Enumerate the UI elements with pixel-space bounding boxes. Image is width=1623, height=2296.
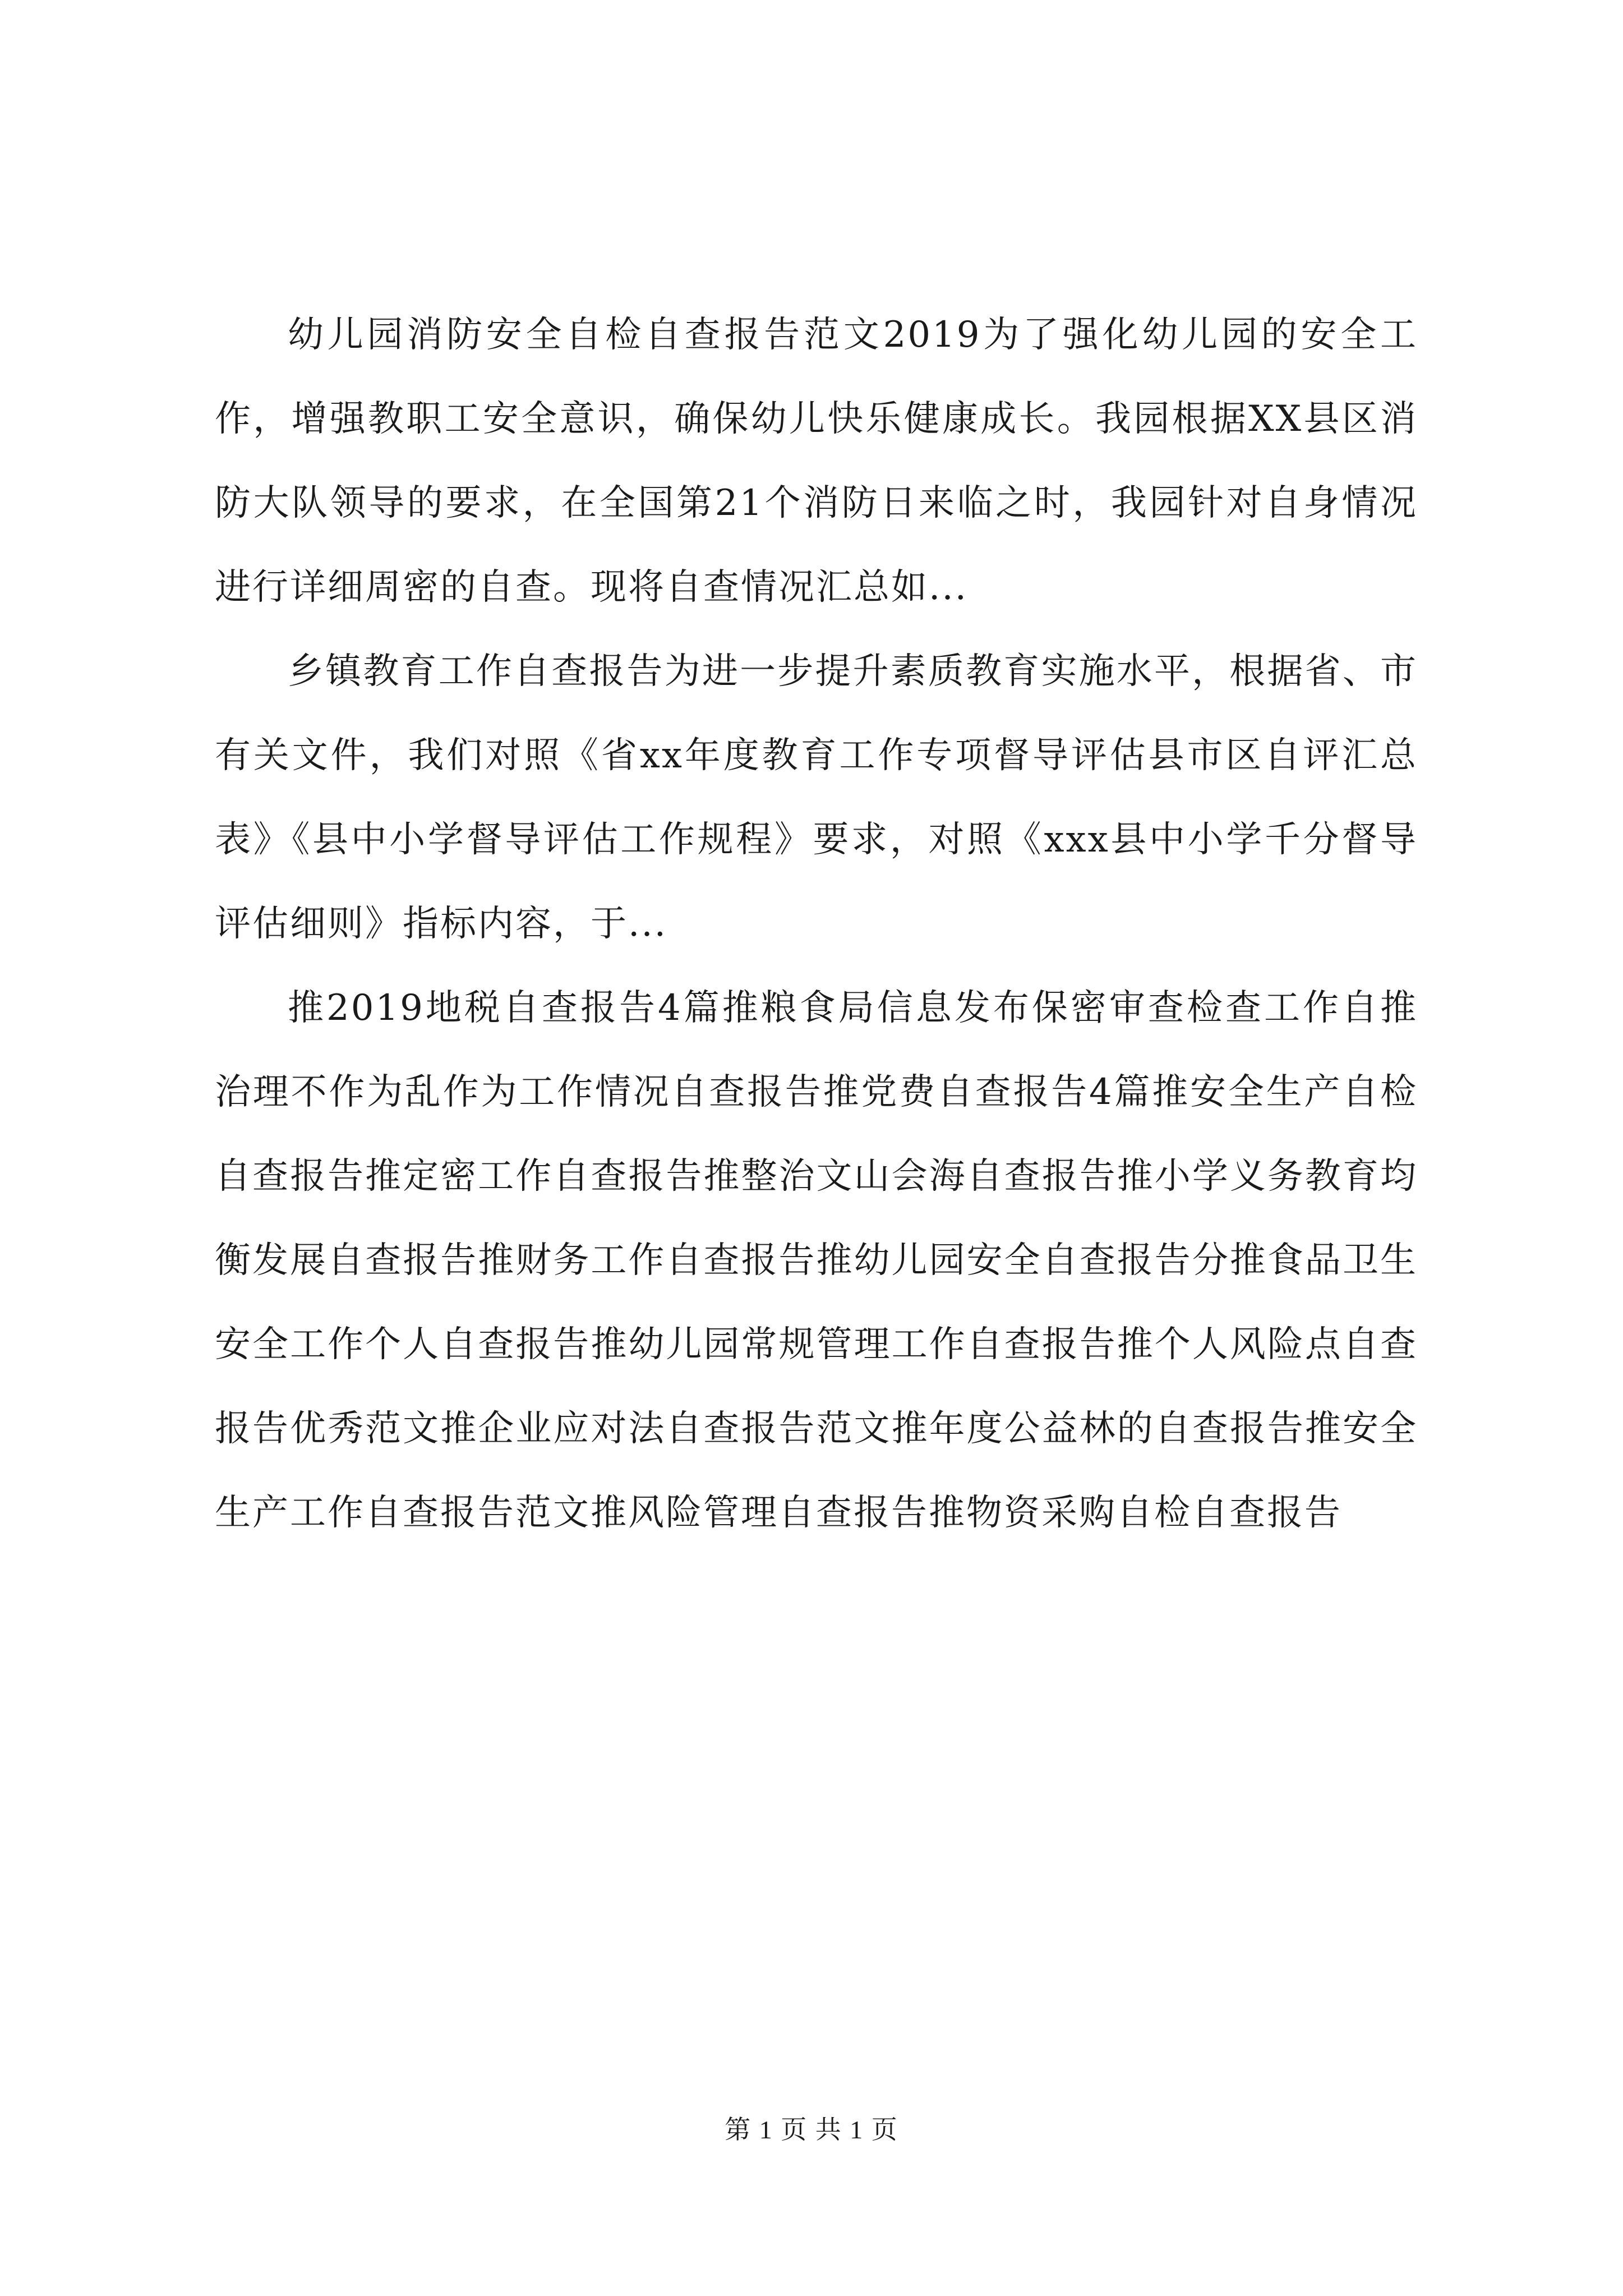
paragraph-kindergarten-fire-safety: 幼儿园消防安全自检自查报告范文2019为了强化幼儿园的安全工作，增强教职工安全意识，确保幼儿快乐健康成长。我园根据XX县区消防大队领导的要求，在全国第21个消防日来临之时，我园针对自身情况进行详细周密的自查。现将自查情况汇总如... (215, 314, 1418, 608)
document-body (215, 293, 1418, 1555)
paragraph-recommended-links: 推2019地税自查报告4篇推粮食局信息发布保密审查检查工作自推治理不作为乱作为工作情况自查报告推党费自查报告4篇推安全生产自检自查报告推定密工作自查报告推整治文山会海自查报告推小学义务教育均衡发展自查报告推财务工作自查报告推幼儿园安全自查报告分推食品卫生安全工作个人自查报告推幼儿园常规管理工作自查报告推个人风险点自查报告优秀范文推企业应对法自查报告范文推年度公益林的自查报告推安全生产工作自查报告范文推风险管理自查报告推物资采购自检自查报告 (215, 987, 1418, 1534)
paragraph-township-education: 乡镇教育工作自查报告为进一步提升素质教育实施水平，根据省、市有关文件，我们对照《省xx年度教育工作专项督导评估县市区自评汇总表》《县中小学督导评估工作规程》要求，对照《xxx县中小学千分督导评估细则》指标内容，于... (215, 651, 1418, 945)
page-number-footer: 第 1 页 共 1 页 (725, 2115, 898, 2144)
